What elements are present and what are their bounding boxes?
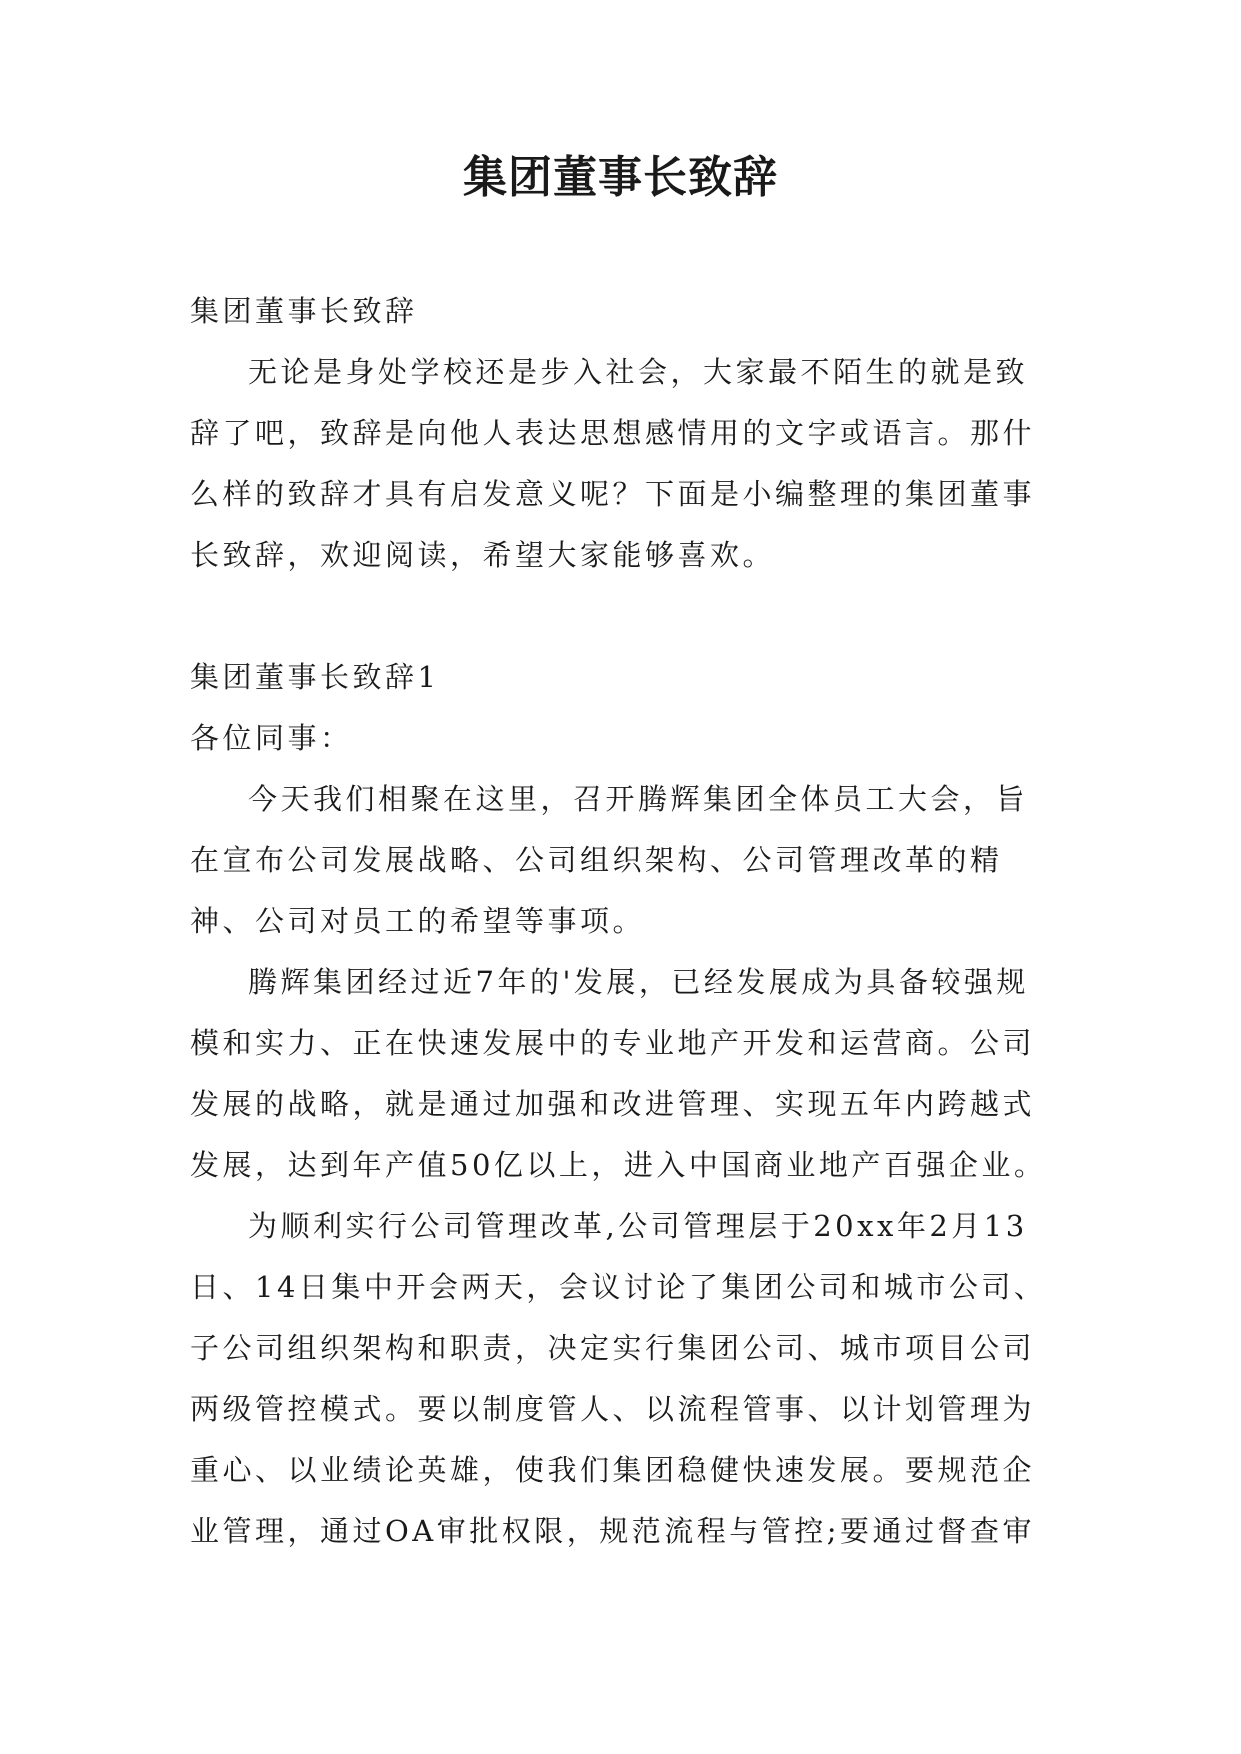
intro-paragraph: 无论是身处学校还是步入社会，大家最不陌生的就是致辞了吧，致辞是向他人表达思想感情用的文字或语言。那什么样的致辞才具有启发意义呢？下面是小编整理的集团董事长致辞，欢迎阅读，希望大家能够喜欢。	[190, 355, 1036, 572]
document-body	[190, 281, 1060, 1562]
body-paragraph: 为顺利实行公司管理改革,公司管理层于20xx年2月13日、14日集中开会两天，会议讨论了集团公司和城市公司、子公司组织架构和职责，决定实行集团公司、城市项目公司两级管控模式。要以制度管人、以流程管事、以计划管理为重心、以业绩论英雄，使我们集团稳健快速发展。要规范企业管理，通过OA审批权限，规范流程与管控;要通过督查审	[190, 1209, 1047, 1548]
salutation: 各位同事：	[190, 721, 353, 755]
section-heading: 集团董事长致辞1	[190, 660, 440, 694]
section-spacer	[190, 586, 1060, 647]
document-subtitle: 集团董事长致辞	[190, 294, 418, 328]
body-paragraph: 今天我们相聚在这里，召开腾辉集团全体员工大会，旨在宣布公司发展战略、公司组织架构、公司管理改革的精神、公司对员工的希望等事项。	[190, 782, 1029, 938]
document-title: 集团董事长致辞	[463, 152, 778, 203]
body-paragraph: 腾辉集团经过近7年的'发展，已经发展成为具备较强规模和实力、正在快速发展中的专业地产开发和运营商。公司发展的战略，就是通过加强和改进管理、实现五年内跨越式发展，达到年产值50亿以上，进入中国商业地产百强企业。	[190, 965, 1047, 1182]
